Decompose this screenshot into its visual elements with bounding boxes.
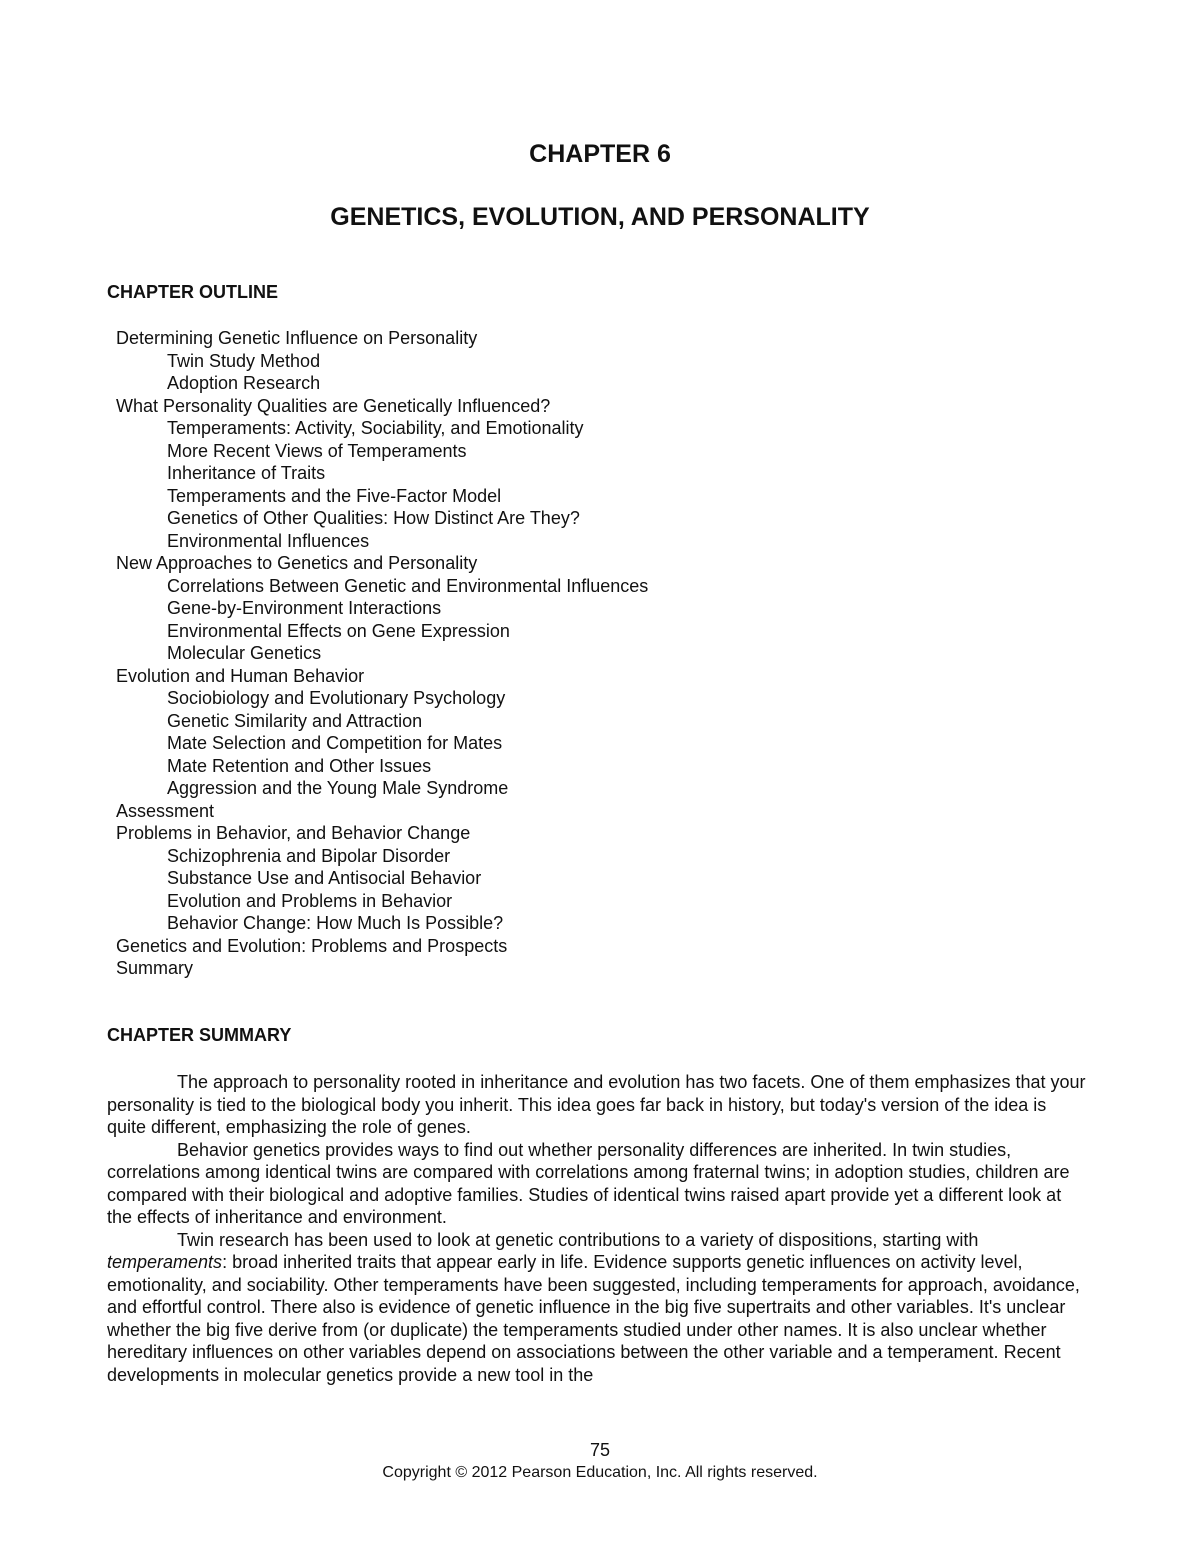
outline-subsection: Correlations Between Genetic and Environmental Influences — [167, 575, 649, 596]
summary-paragraph-3-rest: : broad inherited traits that appear early in life. Evidence supports genetic influences on activity level, emotionality, and sociability. Other temperaments have been suggested, including temperaments for approach, avoidance, and effortful control. There also is evidence of genetic influence in the big five supertraits and other variables. It's unclear whether the big five derive from (or duplicate) the temperaments studied under other names. It is also unclear whether hereditary influences on other variables depend on associations between the other variable and a temperament. Recent developments in molecular genetics provide a new tool in the — [107, 1252, 1080, 1385]
outline-subsection: Temperaments: Activity, Sociability, and Emotionality — [167, 418, 584, 438]
summary-paragraph-3 — [107, 1229, 1087, 1387]
outline-subsection: Sociobiology and Evolutionary Psychology — [167, 688, 506, 708]
outline-subsection: Substance Use and Antisocial Behavior — [167, 868, 482, 888]
outline-section: Genetics and Evolution: Problems and Prospects — [116, 935, 508, 956]
outline-section: Problems in Behavior, and Behavior Change — [116, 823, 471, 843]
summary-paragraph-3-start: Twin research has been used to look at genetic contributions to a variety of dispositions, starting with — [177, 1229, 979, 1250]
outline-subsection: Adoption Research — [167, 373, 321, 393]
summary-heading: CHAPTER SUMMARY — [107, 1025, 292, 1045]
outline-heading: CHAPTER OUTLINE — [107, 282, 278, 302]
outline-subsection: Evolution and Problems in Behavior — [167, 890, 453, 911]
term-temperaments: temperaments — [107, 1252, 223, 1272]
outline-subsection: Aggression and the Young Male Syndrome — [167, 778, 509, 798]
outline-subsection: Environmental Influences — [167, 530, 370, 551]
summary-paragraph-2: Behavior genetics provides ways to find out whether personality differences are inherited. In twin studies, correlations among identical twins are compared with correlations among fraternal twins; in adoption studies, children are compared with their biological and adoptive families. Studies of identical twins raised apart provide yet a different look at the effects of inheritance and environment. — [107, 1139, 1070, 1227]
outline-subsection: Mate Retention and Other Issues — [167, 755, 432, 776]
outline-section: Assessment — [116, 800, 215, 821]
chapter-number: CHAPTER 6 — [529, 140, 671, 168]
summary-paragraph-1: The approach to personality rooted in inheritance and evolution has two facets. One of them emphasizes that your personality is tied to the biological body you inherit. This idea goes far back in history, but today's version of the idea is quite different, emphasizing the role of genes. — [107, 1072, 1086, 1137]
outline-subsection: Gene-by-Environment Interactions — [167, 598, 442, 618]
outline-subsection: Behavior Change: How Much Is Possible? — [167, 913, 504, 933]
page-number: 75 — [589, 1440, 611, 1460]
outline-subsection: Schizophrenia and Bipolar Disorder — [167, 845, 451, 866]
outline-subsection: Genetic Similarity and Attraction — [167, 710, 423, 731]
chapter-title: GENETICS, EVOLUTION, AND PERSONALITY — [330, 203, 870, 231]
outline-subsection: Mate Selection and Competition for Mates — [167, 733, 503, 753]
outline-subsection: More Recent Views of Temperaments — [167, 440, 467, 461]
chapter-outline — [116, 327, 648, 980]
outline-subsection: Molecular Genetics — [167, 643, 322, 663]
outline-section: Determining Genetic Influence on Personality — [116, 328, 478, 348]
outline-section: Evolution and Human Behavior — [116, 665, 365, 686]
outline-subsection: Inheritance of Traits — [167, 463, 326, 483]
outline-section: What Personality Qualities are Genetically Influenced? — [116, 395, 551, 416]
outline-subsection: Environmental Effects on Gene Expression — [167, 620, 510, 641]
chapter-summary — [107, 1071, 1087, 1386]
outline-subsection: Genetics of Other Qualities: How Distinct Are They? — [167, 508, 580, 528]
outline-section: New Approaches to Genetics and Personality — [116, 553, 478, 573]
outline-subsection: Temperaments and the Five-Factor Model — [167, 485, 502, 506]
copyright-notice: Copyright © 2012 Pearson Education, Inc. All rights reserved. — [382, 1464, 818, 1481]
outline-subsection: Twin Study Method — [167, 350, 321, 371]
outline-section: Summary — [116, 958, 194, 978]
